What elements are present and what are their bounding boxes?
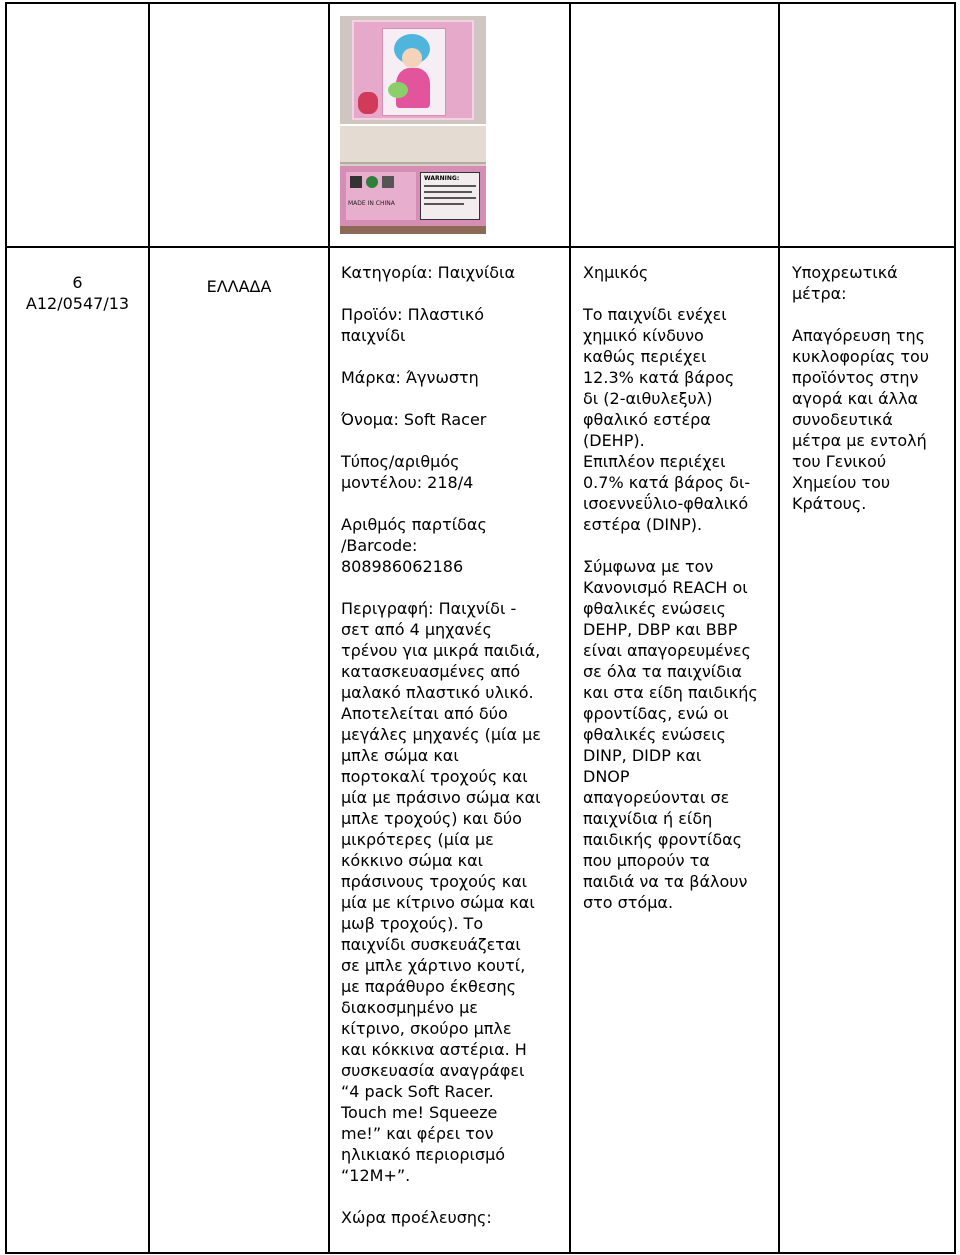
product-brand: Μάρκα: Άγνωστη bbox=[341, 368, 479, 387]
warning-text: WARNING: bbox=[424, 175, 460, 182]
product-type: Προϊόν: Πλαστικό παιχνίδι bbox=[341, 305, 485, 345]
product-batch-barcode: Αριθμός παρτίδας /Barcode: 808986062186 bbox=[341, 515, 487, 576]
risk-regulation: Σύμφωνα με τον Κανονισμό REACH οι φθαλικές ενώσεις DEHP, DBP και BBP είναι απαγορευμένες σε όλα τα παιχνίδια και στα είδη παιδικής φροντίδας, ενώ οι φθαλικές ενώσεις DINP, DIDP και DNOP απαγορεύονται σε παιχνίδια ή είδη παιδικής φροντίδας που μπορούν τα παιδιά να τα βάλουν στο στόμα. bbox=[583, 557, 758, 912]
country-cell bbox=[150, 276, 328, 297]
product-category: Κατηγορία: Παιχνίδια bbox=[341, 263, 515, 282]
column-divider-1 bbox=[148, 2, 150, 1254]
measures-cell bbox=[792, 262, 952, 514]
record-number: 6 bbox=[72, 273, 83, 292]
measures-details: Απαγόρευση της κυκλοφορίας του προϊόντος στην αγορά και άλλα συνοδευτικά μέτρα με εντολή του Γενικού Χημείου του Κράτους. bbox=[792, 326, 929, 513]
doll-toy-box-photo bbox=[352, 20, 474, 120]
record-reference: A12/0547/13 bbox=[25, 294, 130, 313]
record-number-cell bbox=[7, 272, 148, 314]
product-info-cell bbox=[341, 262, 567, 1228]
risk-cell bbox=[583, 262, 775, 913]
column-divider-2 bbox=[328, 2, 330, 1254]
risk-type: Χημικός bbox=[583, 263, 649, 282]
country-name: ΕΛΛΑΔΑ bbox=[206, 277, 272, 296]
toy-box-front-photo bbox=[340, 16, 486, 124]
column-divider-4 bbox=[778, 2, 780, 1254]
product-model: Τύπος/αριθμός μοντέλου: 218/4 bbox=[341, 452, 474, 492]
warning-label-photo bbox=[340, 166, 486, 226]
product-name: Όνομα: Soft Racer bbox=[341, 410, 487, 429]
risk-details: Το παιχνίδι ενέχει χημικό κίνδυνο καθώς περιέχει 12.3% κατά βάρος δι (2-αιθυλεξυλ) φθαλικό εστέρα (DEHP). Επιπλέον περιέχει 0.7% κατά βάρος δι- ισοεννεΰλιο-φθαλικό εστέρα (DINP). bbox=[583, 305, 751, 534]
product-description: Περιγραφή: Παιχνίδι - σετ από 4 μηχανές τρένου για μικρά παιδιά, κατασκευασμένες από μαλακό πλαστικό υλικό. Αποτελείται από δύο μεγάλες μηχανές (μία με μπλε σώμα και πορτοκαλί τροχούς και μία με πράσινο σώμα και μπλε τροχούς) και δύο μικρότερες (μία με κόκκινο σώμα και πράσινους τροχούς και μία με κίτρινο σώμα και μωβ τροχούς). Το παιχνίδι συσκευάζεται σε μπλε χάρτινο κουτί, με παράθυρο έκθεσης διακοσμημένο με κίτρινο, σκούρο μπλε και κόκκινα αστέρια. Η συσκευασία αναγράφει “4 pack Soft Racer. Touch me! Squeeze me!” και φέρει τον ηλικιακό περιορισμό “12M+”. bbox=[341, 599, 541, 1185]
toy-box-label-photo bbox=[340, 126, 486, 234]
product-origin: Χώρα προέλευσης: bbox=[341, 1208, 492, 1227]
made-in-china-text: MADE IN CHINA bbox=[348, 200, 395, 207]
column-divider-3 bbox=[569, 2, 571, 1254]
table-left-border bbox=[5, 2, 7, 1254]
measures-title: Υποχρεωτικά μέτρα: bbox=[792, 263, 898, 303]
table-right-border bbox=[954, 2, 956, 1254]
